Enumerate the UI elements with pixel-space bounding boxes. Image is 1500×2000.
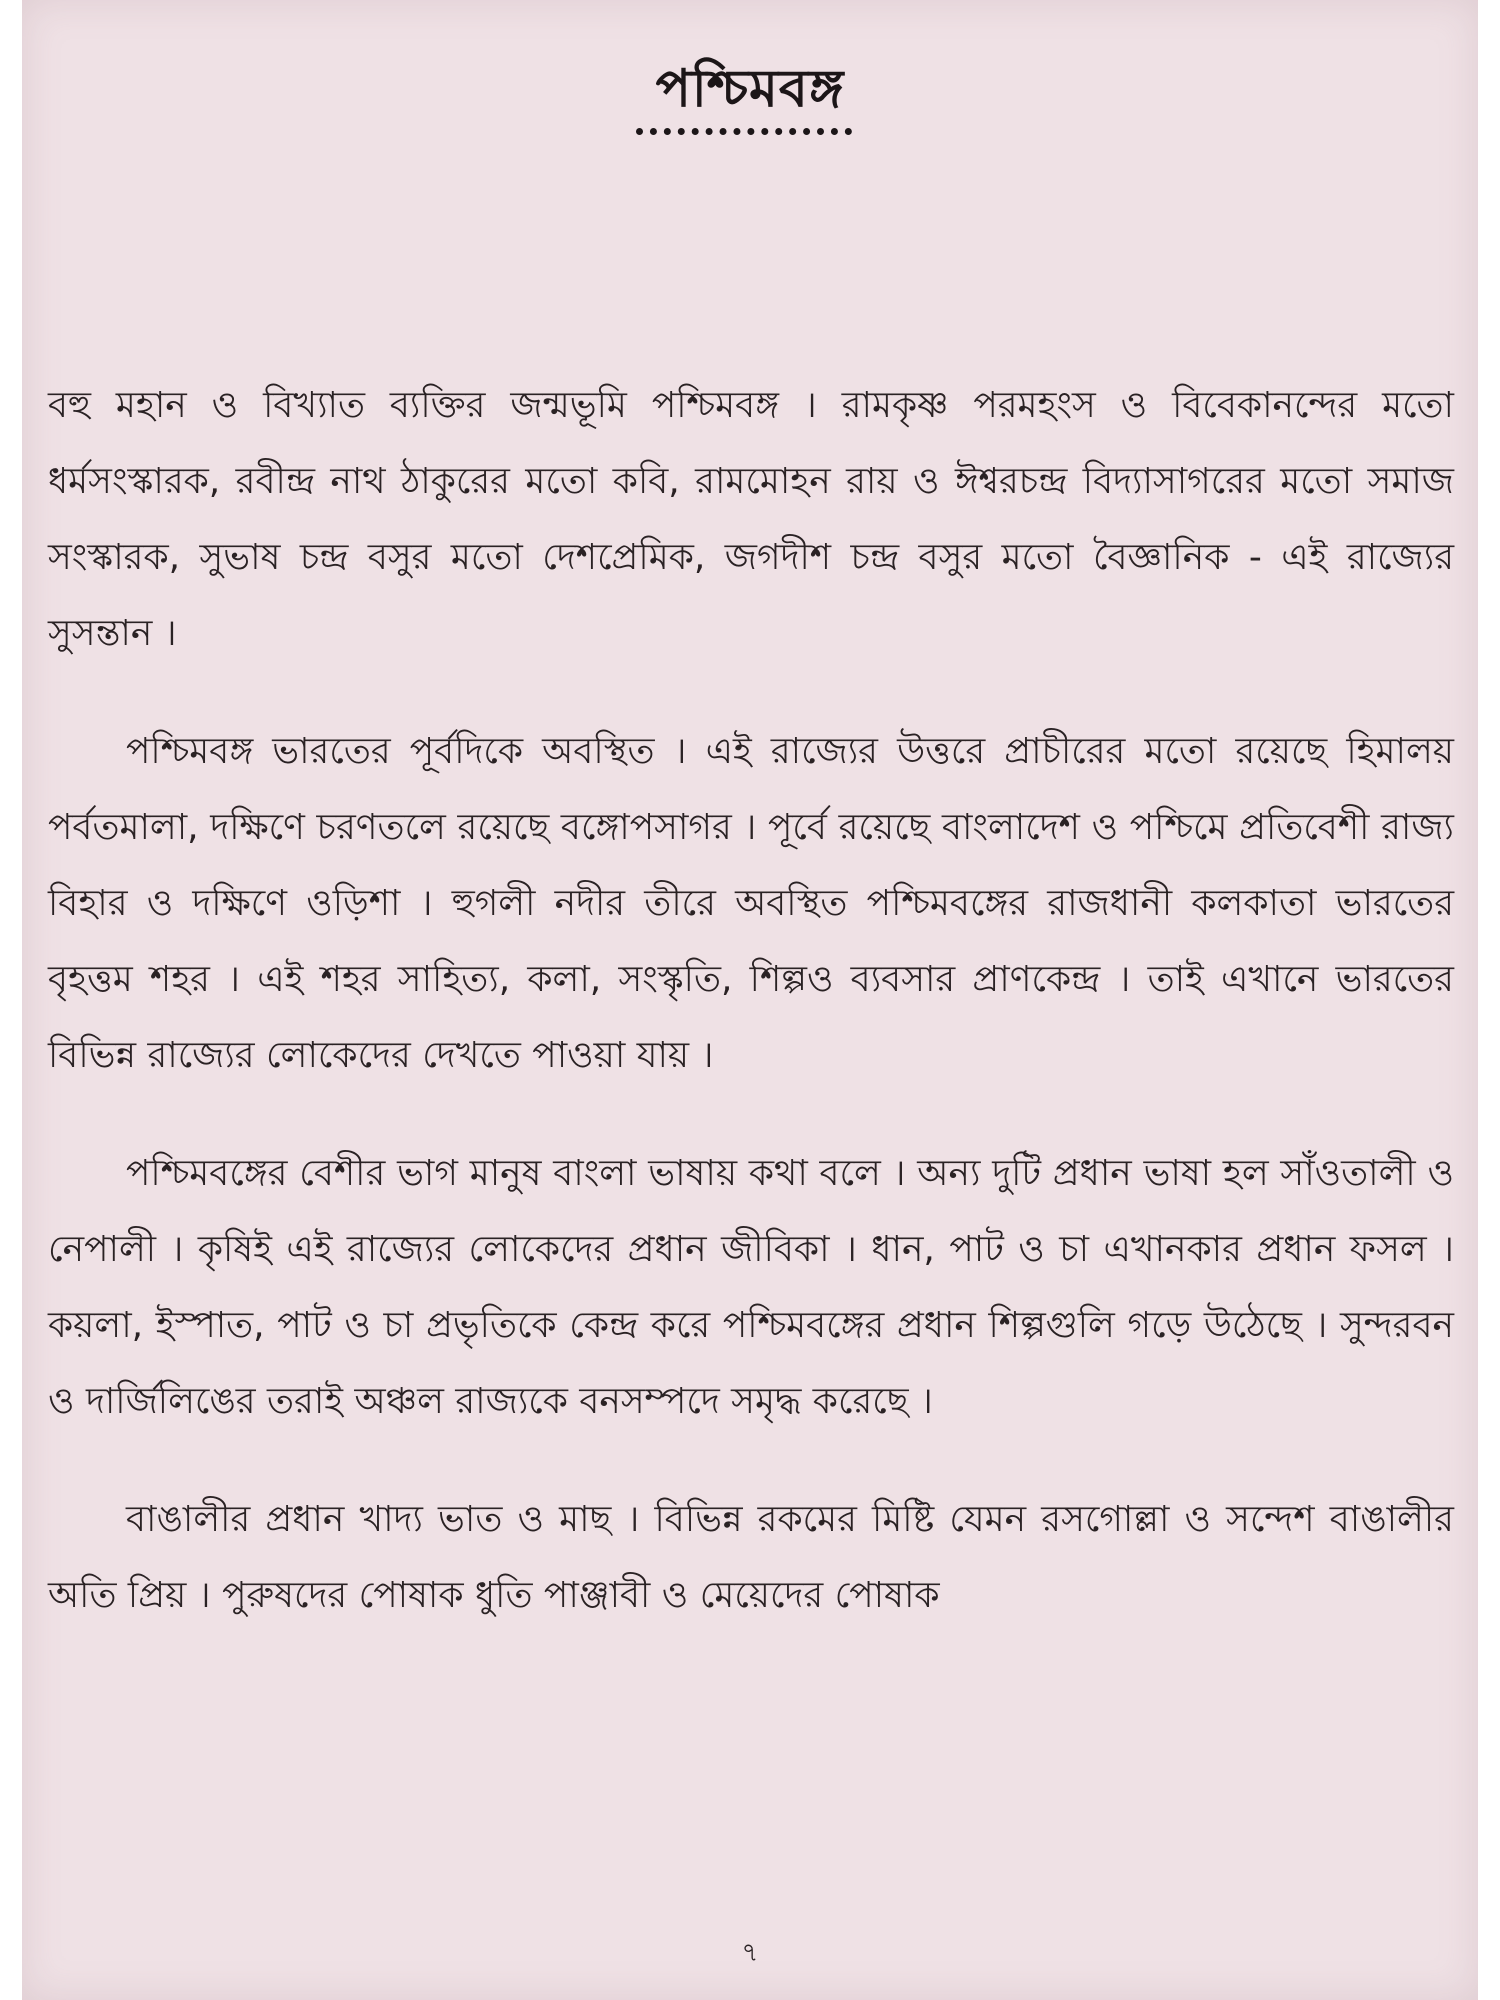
paragraph-1: বহু মহান ও বিখ্যাত ব্যক্তির জন্মভূমি পশ্চিমবঙ্গ । রামকৃষ্ণ পরমহংস ও বিবেকানন্দের মতো ধর্মসংস্কারক, রবীন্দ্র নাথ ঠাকুরের মতো কবি, রামমোহন রায় ও ঈশ্বরচন্দ্র বিদ্যাসাগরের মতো সমাজ সংস্কারক, সুভাষ চন্দ্র বসুর মতো দেশপ্রেমিক, জগদীশ চন্দ্র বসুর মতো বৈজ্ঞানিক - এই রাজ্যের সুসন্তান । [48, 385, 1454, 654]
page-title: পশ্চিমবঙ্গ [655, 59, 845, 119]
page-body [48, 368, 1454, 1676]
paragraph-3: পশ্চিমবঙ্গের বেশীর ভাগ মানুষ বাংলা ভাষায় কথা বলে । অন্য দুটি প্রধান ভাষা হল সাঁওতালী ও নেপালী । কৃষিই এই রাজ্যের লোকেদের প্রধান জীবিকা । ধান, পাট ও চা এখানকার প্রধান ফসল । কয়লা, ইস্পাত, পাট ও চা প্রভৃতিকে কেন্দ্র করে পশ্চিমবঙ্গের প্রধান শিল্পগুলি গড়ে উঠেছে । সুন্দরবন ও দার্জিলিঙের তরাই অঞ্চল রাজ্যকে বনসম্পদে সমৃদ্ধ করেছে । [48, 1153, 1454, 1422]
page-number: ৭ [741, 1938, 759, 1968]
paragraph-2: পশ্চিমবঙ্গ ভারতের পূর্বদিকে অবস্থিত । এই রাজ্যের উত্তরে প্রাচীরের মতো রয়েছে হিমালয় পর্বতমালা, দক্ষিণে চরণতলে রয়েছে বঙ্গোপসাগর । পূর্বে রয়েছে বাংলাদেশ ও পশ্চিমে প্রতিবেশী রাজ্য বিহার ও দক্ষিণে ওড়িশা । হুগলী নদীর তীরে অবস্থিত পশ্চিমবঙ্গের রাজধানী কলকাতা ভারতের বৃহত্তম শহর । এই শহর সাহিত্য, কলা, সংস্কৃতি, শিল্পও ব্যবসার প্রাণকেন্দ্র । তাই এখানে ভারতের বিভিন্ন রাজ্যের লোকেদের দেখতে পাওয়া যায় । [48, 731, 1454, 1076]
paragraph-4: বাঙালীর প্রধান খাদ্য ভাত ও মাছ । বিভিন্ন রকমের মিষ্টি যেমন রসগোল্লা ও সন্দেশ বাঙালীর অতি প্রিয় । পুরুষদের পোষাক ধুতি পাঞ্জাবী ও মেয়েদের পোষাক [48, 1499, 1454, 1616]
book-page [22, 0, 1478, 2000]
title-dotted-rule [636, 128, 852, 135]
